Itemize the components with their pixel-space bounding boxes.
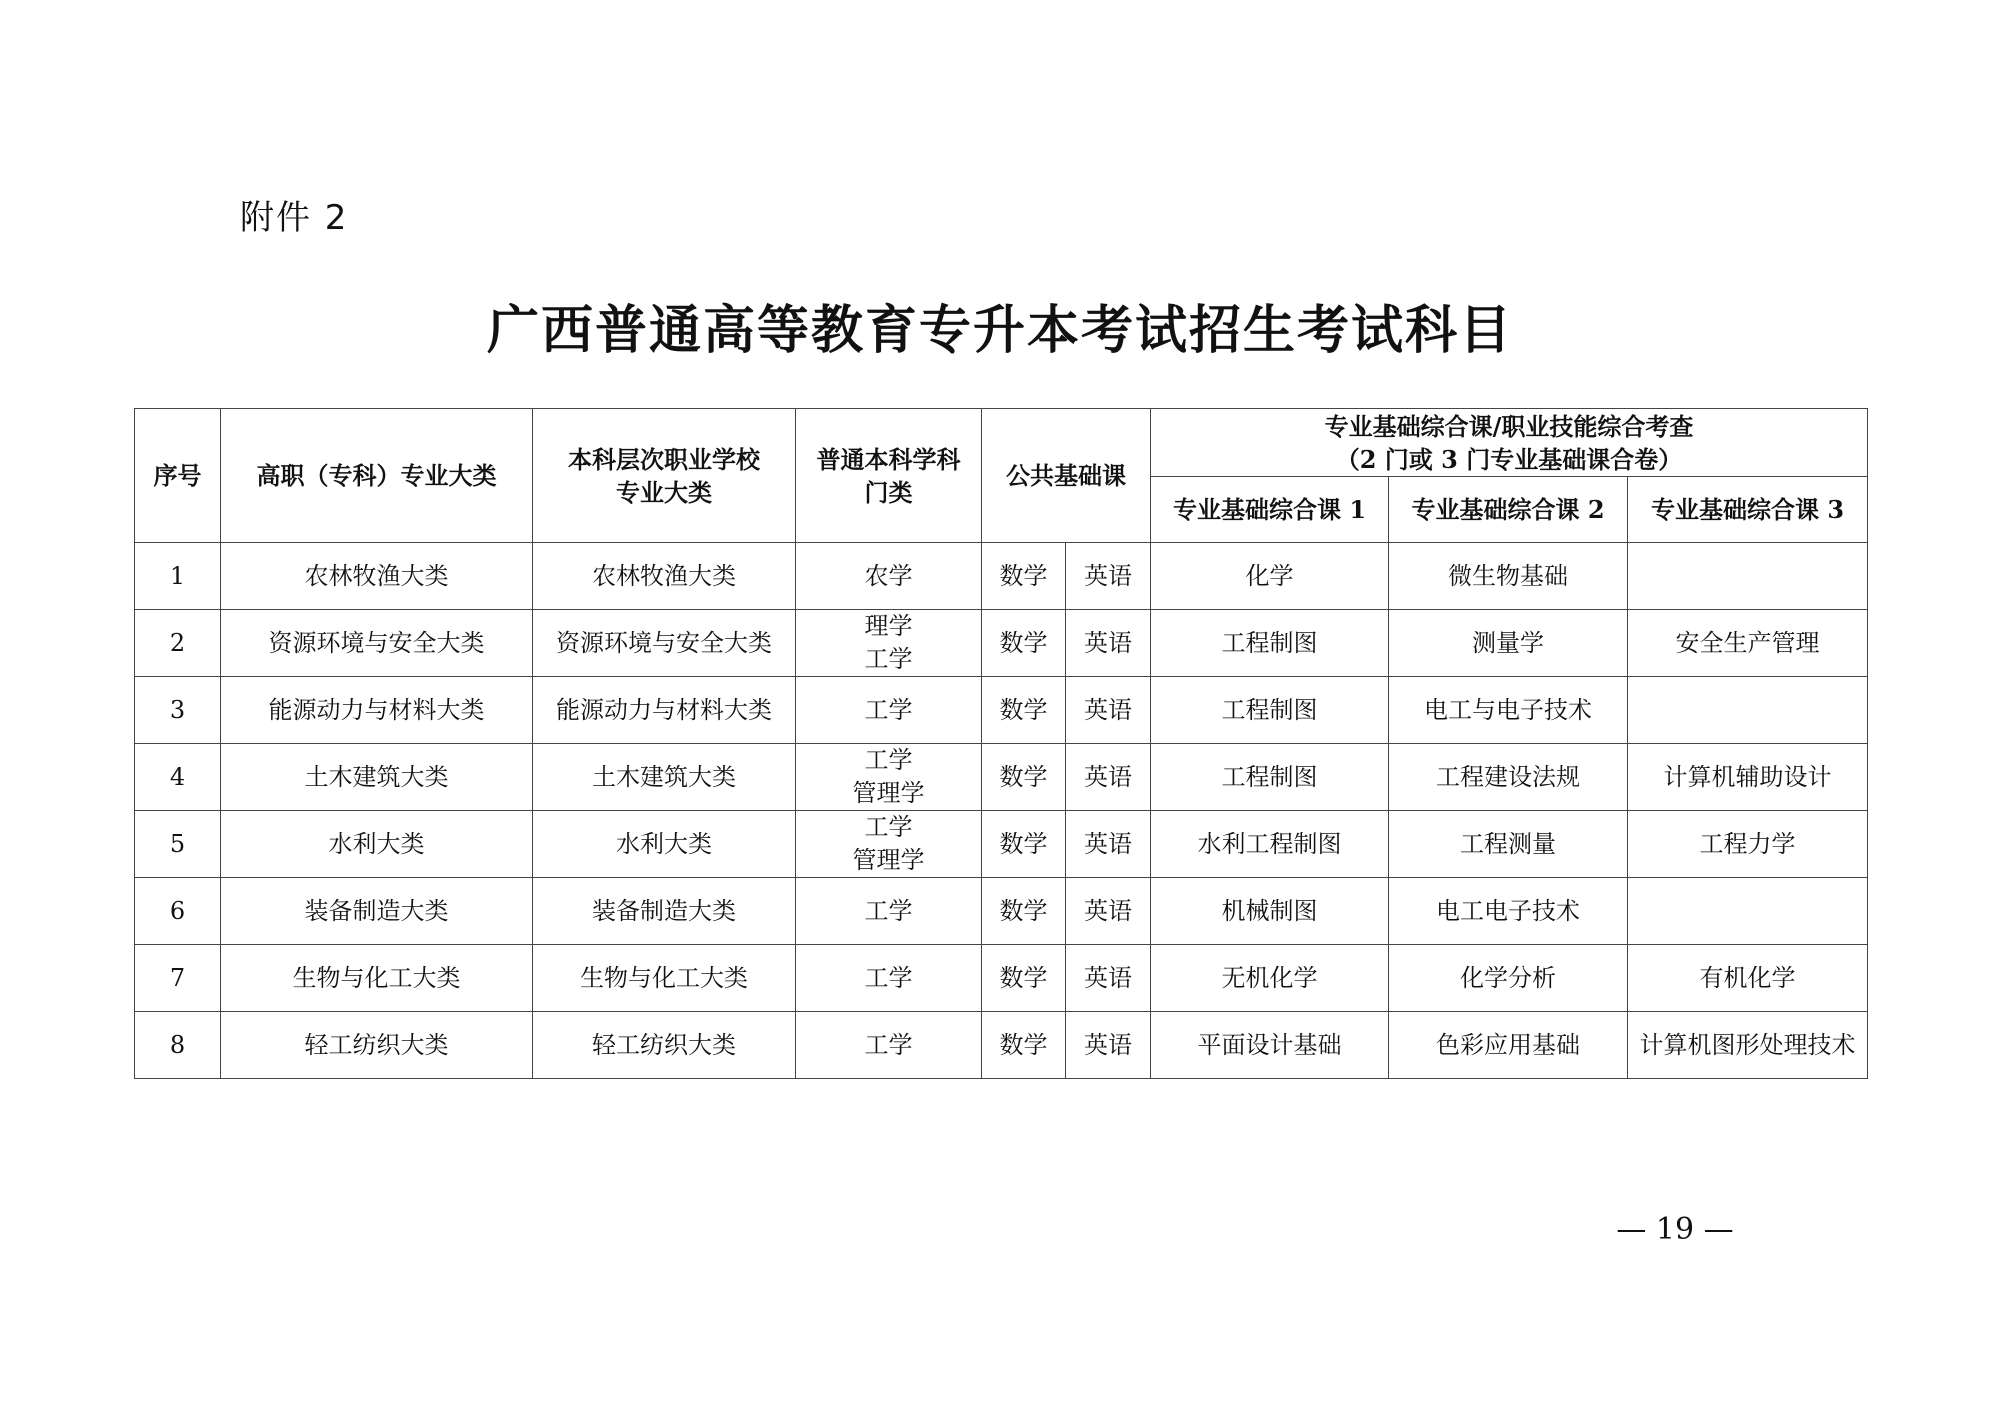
cell-math: 数学 xyxy=(982,543,1066,610)
table-row xyxy=(135,1012,1868,1079)
header-professional-1: 专业基础综合课 1 xyxy=(1151,477,1389,543)
header-row-1 xyxy=(135,409,1868,477)
header-index: 序号 xyxy=(135,409,221,543)
cell-professional-2: 微生物基础 xyxy=(1389,543,1628,610)
table-row xyxy=(135,543,1868,610)
discipline-line: 管理学 xyxy=(852,779,925,807)
table-row xyxy=(135,744,1868,811)
discipline-line: 工学 xyxy=(864,645,913,673)
cell-professional-3: 计算机辅助设计 xyxy=(1628,744,1868,811)
cell-vocational-category: 生物与化工大类 xyxy=(221,945,533,1012)
table-row xyxy=(135,811,1868,878)
cell-discipline xyxy=(796,543,982,610)
cell-professional-3: 安全生产管理 xyxy=(1628,610,1868,677)
cell-undergrad-category: 水利大类 xyxy=(533,811,796,878)
cell-professional-3 xyxy=(1628,677,1868,744)
header-vocational-category: 高职（专科）专业大类 xyxy=(221,409,533,543)
cell-undergrad-category: 土木建筑大类 xyxy=(533,744,796,811)
cell-professional-3: 计算机图形处理技术 xyxy=(1628,1012,1868,1079)
cell-professional-1: 平面设计基础 xyxy=(1151,1012,1389,1079)
header-professional-3: 专业基础综合课 3 xyxy=(1628,477,1868,543)
cell-professional-3 xyxy=(1628,878,1868,945)
header-public-courses: 公共基础课 xyxy=(982,409,1151,543)
cell-vocational-category: 土木建筑大类 xyxy=(221,744,533,811)
cell-vocational-category: 能源动力与材料大类 xyxy=(221,677,533,744)
cell-discipline xyxy=(796,677,982,744)
exam-subjects-table xyxy=(134,408,1868,1079)
document-title: 广西普通高等教育专升本考试招生考试科目 xyxy=(486,300,1513,361)
cell-discipline xyxy=(796,1012,982,1079)
table-body xyxy=(135,543,1868,1079)
cell-undergrad-category: 轻工纺织大类 xyxy=(533,1012,796,1079)
cell-index: 6 xyxy=(135,878,221,945)
cell-index: 5 xyxy=(135,811,221,878)
header-professional-group-line1: 专业基础综合课/职业技能综合考查 xyxy=(1324,411,1694,441)
discipline-line: 农学 xyxy=(864,561,913,590)
cell-english: 英语 xyxy=(1066,945,1151,1012)
cell-professional-2: 工程测量 xyxy=(1389,811,1628,878)
cell-english: 英语 xyxy=(1066,811,1151,878)
cell-discipline xyxy=(796,744,982,811)
cell-professional-1: 工程制图 xyxy=(1151,610,1389,677)
cell-english: 英语 xyxy=(1066,543,1151,610)
header-professional-2: 专业基础综合课 2 xyxy=(1389,477,1628,543)
table-row xyxy=(135,878,1868,945)
cell-math: 数学 xyxy=(982,677,1066,744)
header-undergrad-vocational-line2: 专业大类 xyxy=(616,477,712,507)
cell-undergrad-category: 装备制造大类 xyxy=(533,878,796,945)
cell-index: 4 xyxy=(135,744,221,811)
discipline-line: 工学 xyxy=(864,896,913,925)
cell-professional-1: 化学 xyxy=(1151,543,1389,610)
cell-professional-1: 机械制图 xyxy=(1151,878,1389,945)
discipline-line: 工学 xyxy=(864,963,913,992)
cell-professional-2: 电工电子技术 xyxy=(1389,878,1628,945)
header-professional-group xyxy=(1151,409,1868,477)
table-row xyxy=(135,610,1868,677)
cell-vocational-category: 装备制造大类 xyxy=(221,878,533,945)
cell-math: 数学 xyxy=(982,811,1066,878)
cell-math: 数学 xyxy=(982,945,1066,1012)
header-professional-group-line2: （2 门或 3 门专业基础课合卷） xyxy=(1335,444,1683,474)
cell-professional-2: 色彩应用基础 xyxy=(1389,1012,1628,1079)
cell-index: 2 xyxy=(135,610,221,677)
table-row xyxy=(135,945,1868,1012)
page-number: — 19 — xyxy=(1616,1212,1734,1247)
cell-professional-2: 电工与电子技术 xyxy=(1389,677,1628,744)
header-regular-undergrad-line2: 门类 xyxy=(864,477,913,507)
table-row xyxy=(135,677,1868,744)
header-undergrad-vocational-line1: 本科层次职业学校 xyxy=(568,444,760,474)
cell-discipline xyxy=(796,811,982,878)
cell-math: 数学 xyxy=(982,1012,1066,1079)
cell-professional-1: 工程制图 xyxy=(1151,744,1389,811)
cell-discipline xyxy=(796,878,982,945)
cell-undergrad-category: 生物与化工大类 xyxy=(533,945,796,1012)
cell-professional-3: 有机化学 xyxy=(1628,945,1868,1012)
header-regular-undergrad xyxy=(796,409,982,543)
cell-index: 8 xyxy=(135,1012,221,1079)
cell-index: 3 xyxy=(135,677,221,744)
cell-professional-1: 工程制图 xyxy=(1151,677,1389,744)
table-header xyxy=(135,409,1868,543)
cell-math: 数学 xyxy=(982,878,1066,945)
cell-professional-3 xyxy=(1628,543,1868,610)
cell-undergrad-category: 农林牧渔大类 xyxy=(533,543,796,610)
cell-vocational-category: 轻工纺织大类 xyxy=(221,1012,533,1079)
header-undergrad-vocational xyxy=(533,409,796,543)
cell-math: 数学 xyxy=(982,610,1066,677)
cell-index: 1 xyxy=(135,543,221,610)
cell-english: 英语 xyxy=(1066,610,1151,677)
discipline-line: 工学 xyxy=(864,813,913,841)
cell-english: 英语 xyxy=(1066,878,1151,945)
cell-professional-2: 化学分析 xyxy=(1389,945,1628,1012)
cell-professional-1: 无机化学 xyxy=(1151,945,1389,1012)
cell-math: 数学 xyxy=(982,744,1066,811)
discipline-line: 工学 xyxy=(864,746,913,774)
cell-professional-2: 测量学 xyxy=(1389,610,1628,677)
header-regular-undergrad-line1: 普通本科学科 xyxy=(816,444,961,474)
cell-undergrad-category: 能源动力与材料大类 xyxy=(533,677,796,744)
cell-english: 英语 xyxy=(1066,744,1151,811)
cell-professional-1: 水利工程制图 xyxy=(1151,811,1389,878)
discipline-line: 理学 xyxy=(864,612,913,640)
cell-vocational-category: 农林牧渔大类 xyxy=(221,543,533,610)
cell-undergrad-category: 资源环境与安全大类 xyxy=(533,610,796,677)
attachment-label: 附件 2 xyxy=(240,198,349,238)
cell-vocational-category: 水利大类 xyxy=(221,811,533,878)
discipline-line: 管理学 xyxy=(852,846,925,874)
cell-vocational-category: 资源环境与安全大类 xyxy=(221,610,533,677)
cell-discipline xyxy=(796,945,982,1012)
cell-discipline xyxy=(796,610,982,677)
cell-professional-2: 工程建设法规 xyxy=(1389,744,1628,811)
discipline-line: 工学 xyxy=(864,695,913,724)
cell-professional-3: 工程力学 xyxy=(1628,811,1868,878)
cell-english: 英语 xyxy=(1066,1012,1151,1079)
cell-english: 英语 xyxy=(1066,677,1151,744)
cell-index: 7 xyxy=(135,945,221,1012)
discipline-line: 工学 xyxy=(864,1030,913,1059)
